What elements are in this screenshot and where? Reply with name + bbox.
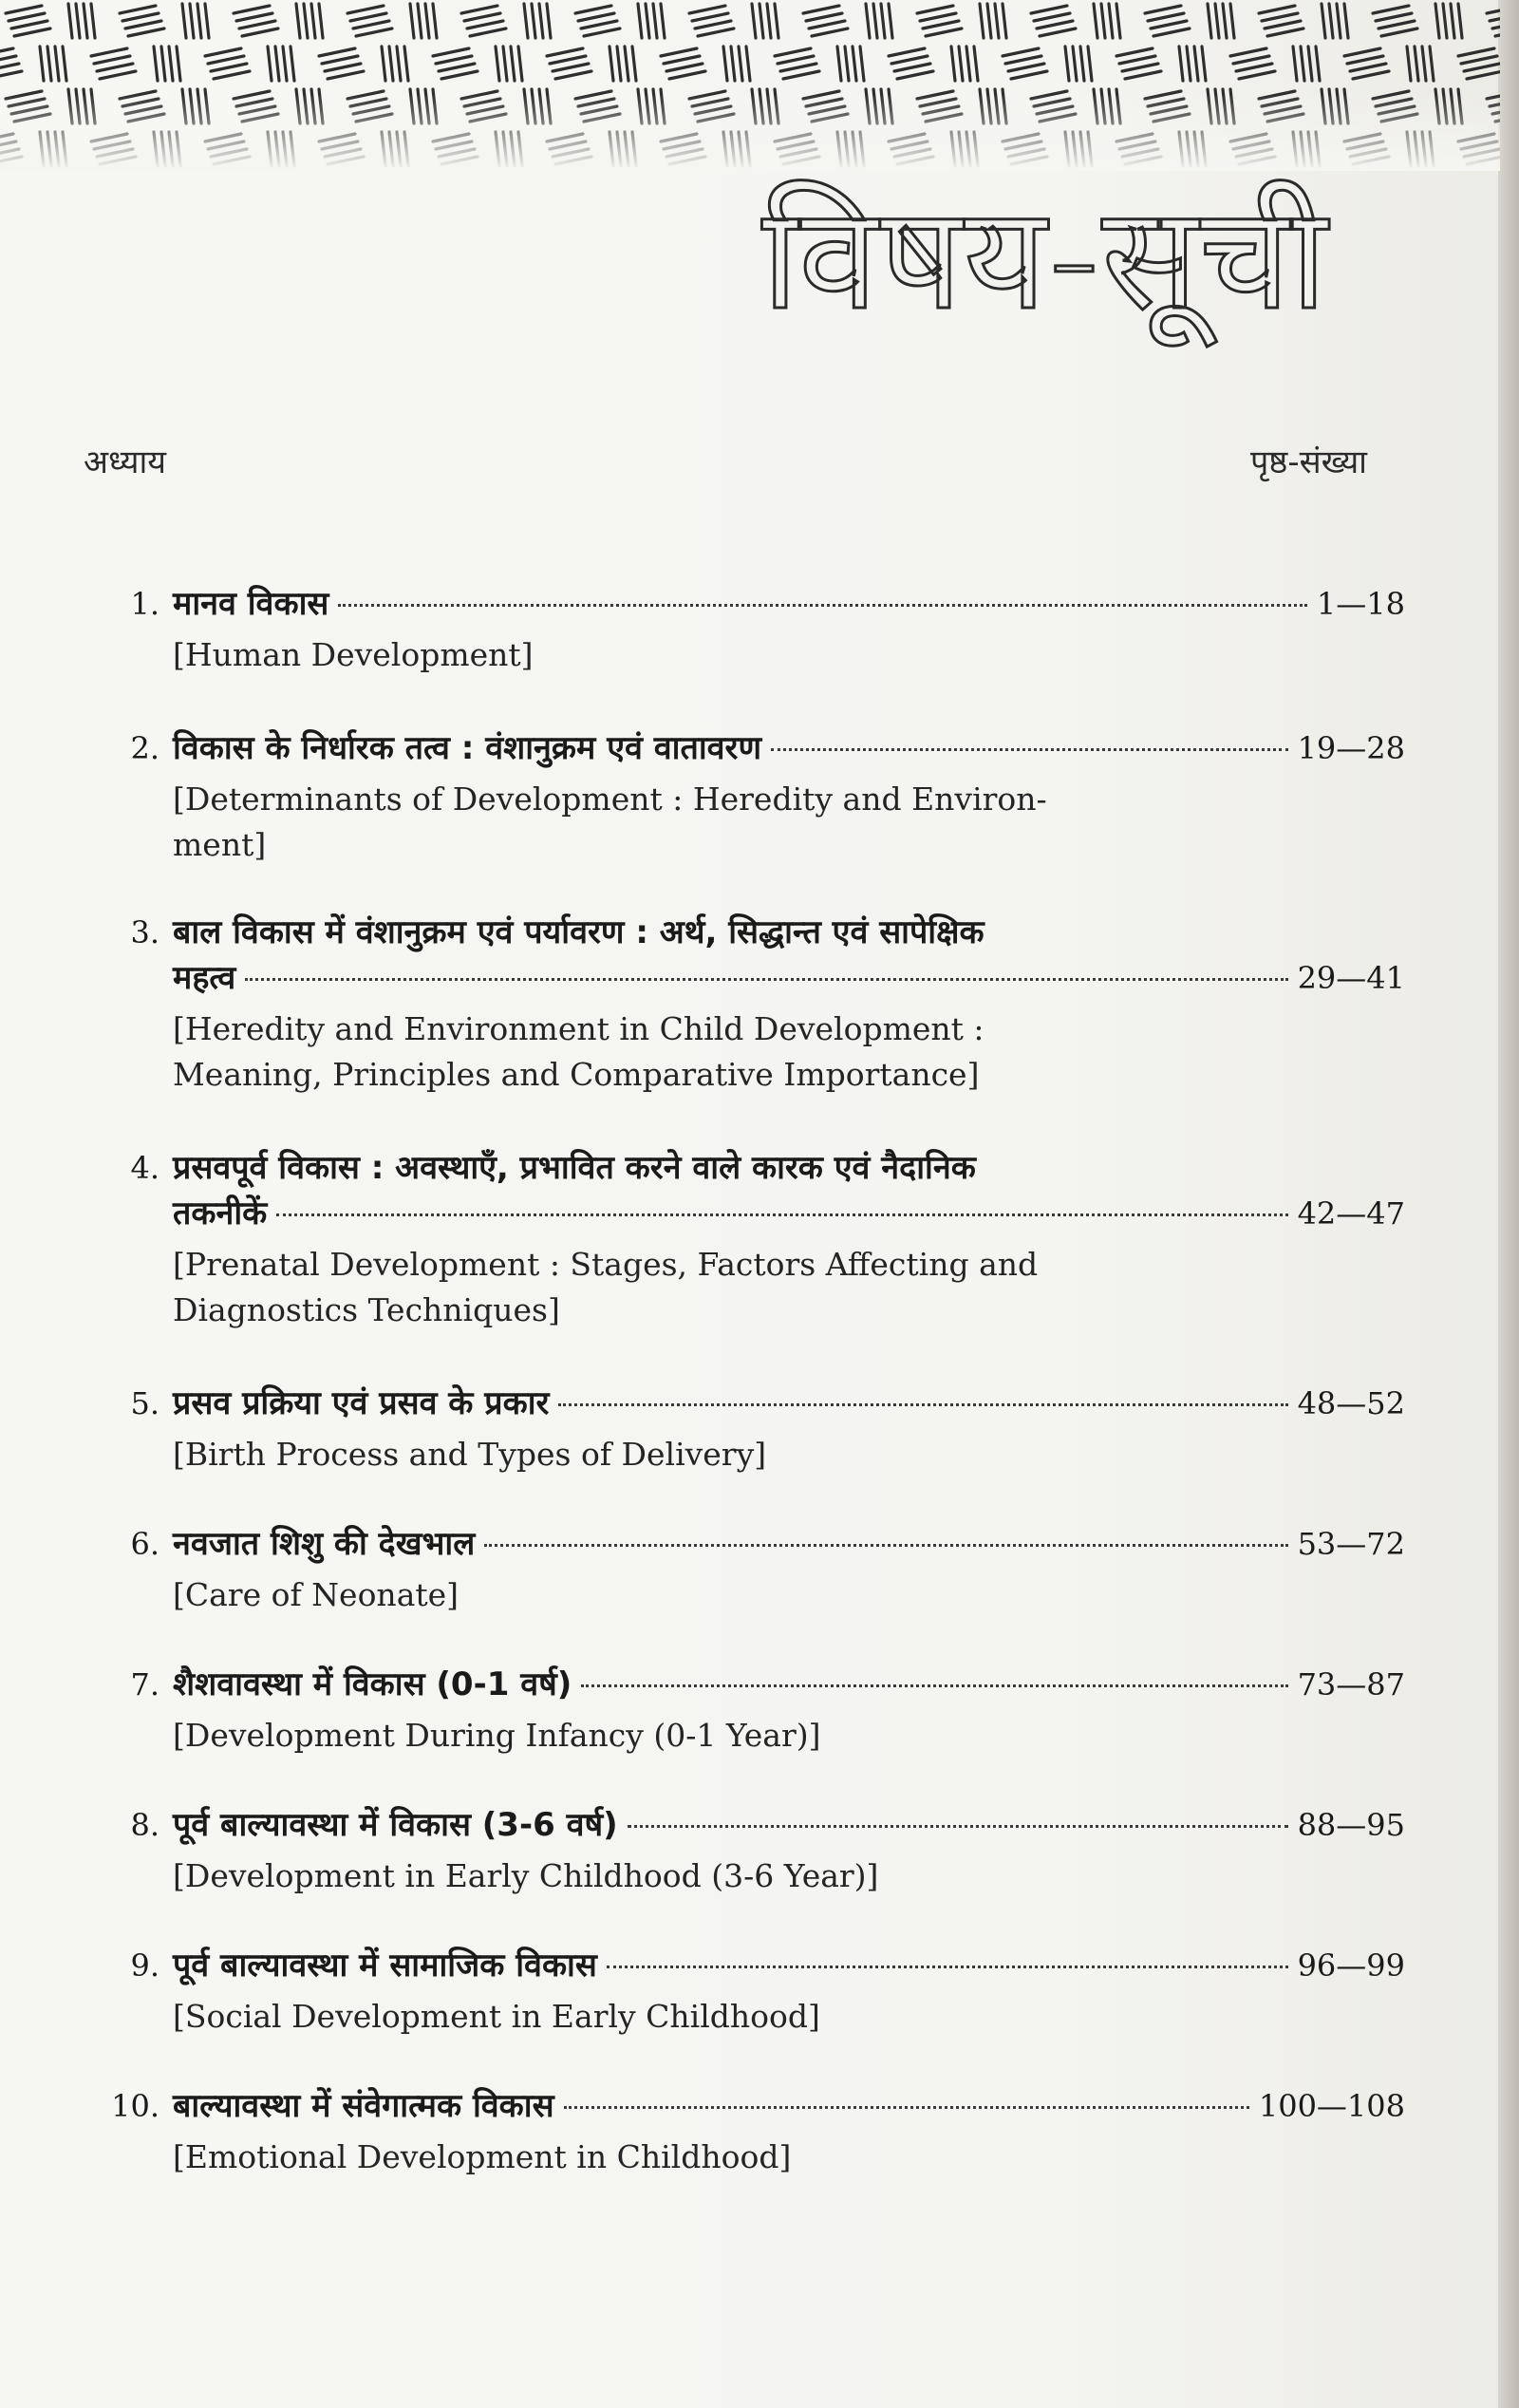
toc-entry: [104, 725, 1405, 868]
toc-entry: [104, 1381, 1405, 1477]
dot-leader: [558, 1403, 1287, 1406]
chapter-title-hindi: बाल विकास में वंशानुक्रम एवं पर्यावरण : अर्थ, सिद्धान्त एवं सापेक्षिक: [173, 913, 985, 951]
page-range: 96—99: [1297, 1947, 1405, 1984]
chapter-number: 8.: [130, 1807, 159, 1843]
chapter-title-hindi: बाल्यावस्था में संवेगात्मक विकास: [173, 2087, 554, 2125]
chapter-title-english: [Determinants of Development : Heredity and Environ-ment]: [173, 781, 1047, 863]
chapter-title-hindi: प्रसव प्रक्रिया एवं प्रसव के प्रकार: [173, 1384, 550, 1422]
decorative-header-pattern: [0, 0, 1500, 171]
chapter-number: 1.: [130, 586, 159, 622]
chapter-title-english: [Birth Process and Types of Delivery]: [173, 1436, 767, 1473]
chapter-title-hindi: मानव विकास: [173, 585, 329, 623]
dot-leader: [771, 748, 1288, 751]
chapter-title-hindi: प्रसवपूर्व विकास : अवस्थाएँ, प्रभावित करने वाले कारक एवं नैदानिक: [173, 1149, 976, 1187]
chapter-number: 3.: [130, 914, 159, 950]
chapter-title-hindi: नवजात शिशु की देखभाल: [173, 1525, 476, 1563]
page-range: 88—95: [1297, 1807, 1405, 1843]
page-edge: [1498, 0, 1519, 2408]
dot-leader: [628, 1825, 1288, 1828]
chapter-title-hindi: विकास के निर्धारक तत्व : वंशानुक्रम एवं वातावरण: [173, 729, 762, 767]
chapter-title-english: [Emotional Development in Childhood]: [173, 2138, 792, 2175]
chapter-title-hindi: पूर्व बाल्यावस्था में विकास (3-6 वर्ष): [173, 1806, 618, 1844]
toc-entry: [104, 1802, 1405, 1899]
page-range: 53—72: [1297, 1526, 1405, 1562]
dot-leader: [484, 1544, 1287, 1547]
page-title: विषय-सूची: [761, 177, 1329, 342]
toc-entry: [104, 1145, 1405, 1333]
chapter-title-english: [Prenatal Development : Stages, Factors Affecting and Diagnostics Techniques]: [173, 1246, 1039, 1328]
page-range: 1—18: [1316, 586, 1405, 622]
chapter-number: 9.: [130, 1947, 159, 1984]
toc-entry: [104, 910, 1405, 1098]
chapter-title-hindi: शैशवावस्था में विकास (0-1 वर्ष): [173, 1665, 572, 1703]
toc-entry: [104, 1521, 1405, 1618]
dot-leader: [276, 1213, 1287, 1216]
page-number-column-header: पृष्ठ-संख्या: [1249, 443, 1367, 481]
page-range: 29—41: [1297, 960, 1405, 996]
chapter-title-english: [Human Development]: [173, 636, 534, 673]
toc-entry: [104, 2083, 1405, 2180]
chapter-number: 10.: [111, 2088, 159, 2124]
dot-leader: [581, 1684, 1287, 1687]
page-range: 100—108: [1258, 2088, 1405, 2124]
page-range: 73—87: [1297, 1666, 1405, 1703]
chapter-title-hindi-continued: महत्व: [173, 959, 236, 997]
chapter-number: 7.: [130, 1666, 159, 1703]
chapter-number: 6.: [130, 1526, 159, 1562]
dot-leader: [245, 978, 1287, 981]
page-range: 48—52: [1297, 1385, 1405, 1421]
chapter-number: 2.: [130, 730, 159, 766]
chapter-column-header: अध्याय: [84, 443, 167, 481]
chapter-title-english: [Development in Early Childhood (3-6 Year)]: [173, 1857, 879, 1894]
chapter-title-english: [Care of Neonate]: [173, 1576, 459, 1613]
toc-entry: [104, 581, 1405, 678]
chapter-title-english: [Social Development in Early Childhood]: [173, 1998, 820, 2035]
dot-leader: [607, 1966, 1288, 1968]
chapter-number: 5.: [130, 1385, 159, 1421]
page-range: 42—47: [1297, 1195, 1405, 1232]
dot-leader: [338, 604, 1307, 607]
chapter-number: 4.: [130, 1150, 159, 1186]
chapter-title-hindi-continued: तकनीकें: [173, 1195, 268, 1232]
page-range: 19—28: [1297, 730, 1405, 766]
chapter-title-english: [Development During Infancy (0-1 Year)]: [173, 1717, 821, 1754]
toc-entry: [104, 1943, 1405, 2040]
chapter-title-hindi: पूर्व बाल्यावस्था में सामाजिक विकास: [173, 1947, 597, 1985]
toc-entry: [104, 1662, 1405, 1759]
chapter-title-english: [Heredity and Environment in Child Development : Meaning, Principles and Comparative Importance]: [173, 1010, 985, 1093]
dot-leader: [564, 2106, 1249, 2109]
